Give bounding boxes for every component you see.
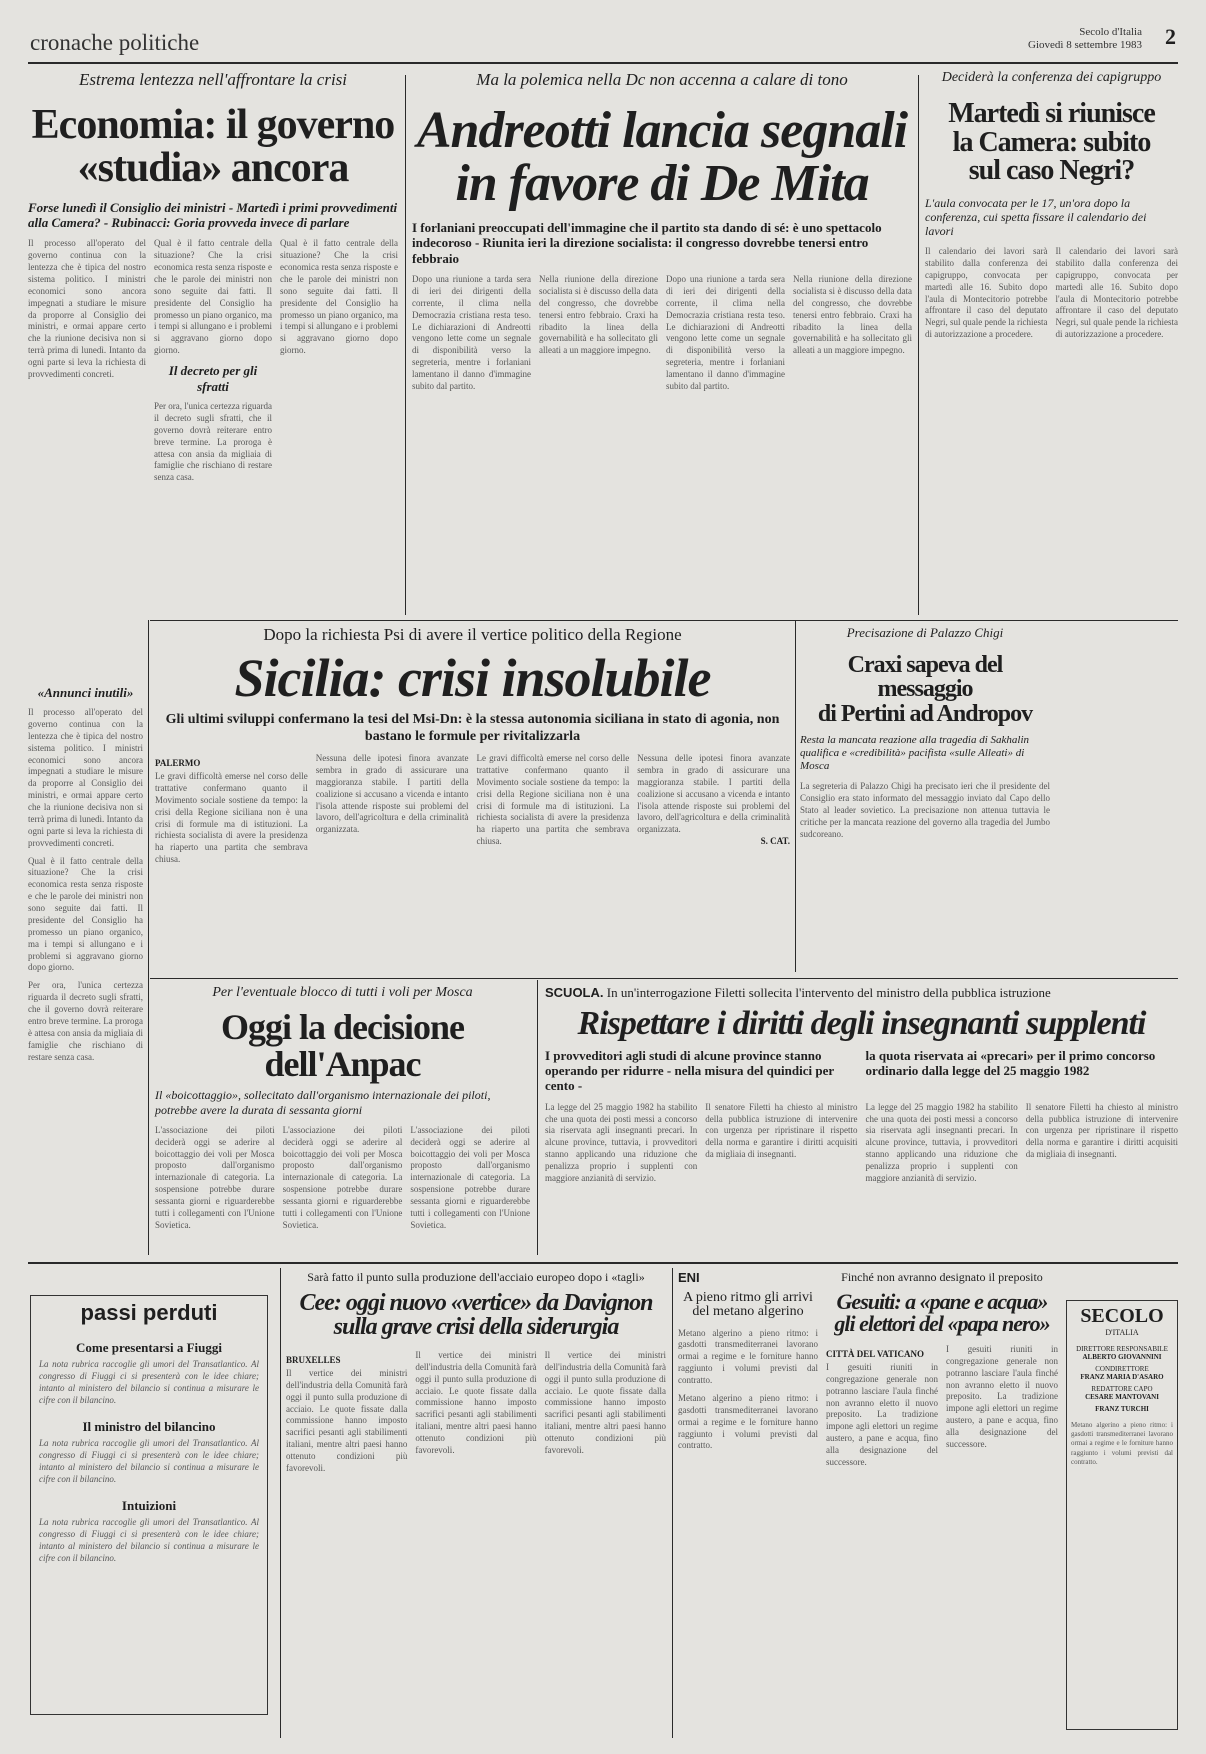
kicker: Ma la polemica nella Dc non accenna a calare di tono xyxy=(476,70,848,89)
body-text: L'associazione dei piloti deciderà oggi se aderire al boicottaggio dei voli per Mosca proposto dall'organismo internazionale di categoria. La sospensione potrebbe durare sessanta giorni e riguarderebbe tutti i collegamenti con l'Unione Sovietica. xyxy=(282,1124,405,1230)
body-text: L'associazione dei piloti deciderà oggi se aderire al boicottaggio dei voli per Mosca proposto dall'organismo internazionale di categoria. La sospensione potrebbe durare sessanta giorni e riguarderebbe tutti i collegamenti con l'Unione Sovietica. xyxy=(410,1124,533,1230)
subheadline: la quota riservata ai «precari» per il primo concorso ordinario dalla legge del 25 maggio 1982 xyxy=(865,1047,1156,1078)
subheadline: I forlaniani preoccupati dell'immagine che il partito sta dando di sé: è uno spettacolo indecoroso - Riunita ieri la direzione socialista: il congresso dovrebbe tenersi entro febbraio xyxy=(412,220,882,266)
article-craxi xyxy=(800,625,1053,970)
headline-line2: gli elettori del «papa nero» xyxy=(834,1311,1050,1337)
paper-name: Secolo d'Italia xyxy=(1079,26,1142,38)
article-sicilia xyxy=(155,625,793,970)
headline-line2: «studia» ancora xyxy=(77,144,349,191)
subheadline: L'aula convocata per le 17, un'ora dopo la conferenza, cui spetta fissare il calendario dei lavori xyxy=(925,195,1147,238)
issue-date: Giovedì 8 settembre 1983 xyxy=(1028,39,1142,52)
item-title: Intuizioni xyxy=(121,1497,177,1513)
section-label: SCUOLA. xyxy=(545,985,604,1000)
article-eni xyxy=(678,1270,821,1740)
body-text: La nota rubrica raccoglie gli umori del Transatlantico. Al congresso di Fiuggi ci si presenterà con le idee chiare; intanto al ministero del bilancio si continua a misurare le cifre con il bilancino. xyxy=(39,1359,262,1405)
colophon-name: FRANZ MARIA D'ASARO xyxy=(1080,1373,1164,1381)
dateline: PALERMO xyxy=(155,758,201,769)
subheadline: Resta la mancata reazione alla tragedia di Sakhalin qualifica e «credibilità» pacifista «sulle Alleati» di Mosca xyxy=(800,734,1030,773)
headline-line1: Martedì si riunisce xyxy=(948,98,1155,129)
kicker: Precisazione di Palazzo Chigi xyxy=(846,625,1004,640)
kicker: Per l'eventuale blocco di tutti i voli per Mosca xyxy=(212,985,473,1000)
column-title: passi perduti xyxy=(80,1300,218,1325)
item-title: Il ministro del bilancino xyxy=(82,1418,216,1434)
kicker: Estrema lentezza nell'affrontare la crisi xyxy=(78,70,348,89)
subheadline: Forse lunedì il Consiglio dei ministri - Martedì i primi provvedimenti alla Camera? - Rubinacci: Goria provveda invece di parlare xyxy=(28,199,398,230)
body-text: Il processo all'operato del governo continua con la lentezza che è tipica del nostro sistema politico. I ministri economici sono ancora impegnati a studiare le misure da proporre al Consiglio dei ministri, e ormai appare certo che la riunione decisiva non si terrà prima di lunedì. Intanto da ogni parte si leva la richiesta di provvedimenti concreti. xyxy=(28,707,146,848)
body-text: Il processo all'operato del governo continua con la lentezza che è tipica del nostro sistema politico. I ministri economici sono ancora impegnati a studiare le misure da proporre al Consiglio dei ministri, e ormai appare certo che la riunione decisiva non si terrà prima di lunedì. Intanto da ogni parte si leva la richiesta di provvedimenti concreti. xyxy=(28,238,149,379)
headline: A pieno ritmo gli arrivi del metano algerino xyxy=(683,1290,813,1320)
body-text: La segreteria di Palazzo Chigi ha precisato ieri che il presidente del Consiglio era stato informato del messaggio inviato dal Capo dello Stato al leader sovietico. La precisazione non attenua tuttavia le critiche per la mancata reazione del governo alla tragedia del Jumbo sudcoreano. xyxy=(800,781,1053,839)
body-text: Il senatore Filetti ha chiesto al ministro della pubblica istruzione di intervenire con urgenza per ripristinare il rispetto della norma e garantire i diritti acquisiti da migliaia di insegnanti. xyxy=(705,1101,860,1160)
kicker: Dopo la richiesta Psi di avere il vertice politico della Regione xyxy=(263,625,682,644)
body-text: I gesuiti riuniti in congregazione generale non potranno lasciare l'aula finché non avranno eletto il nuovo preposito. La tradizione impone agli elettori un regime austero, a pane e acqua, fino alla designazione del successore. xyxy=(826,1361,941,1467)
kicker: Finché non avranno designato il preposito xyxy=(841,1270,1043,1284)
body-text: Il senatore Filetti ha chiesto al ministro della pubblica istruzione di intervenire con urgenza per ripristinare il rispetto della norma e garantire i diritti acquisiti da migliaia di insegnanti. xyxy=(1025,1101,1181,1160)
body-text: La legge del 25 maggio 1982 ha stabilito che una quota dei posti messi a concorso sia riservata agli insegnanti precari. In alcune province, tuttavia, i provveditori stanno applicando una riduzione che penalizza proprio i supplenti con maggiore anzianità di servizio. xyxy=(865,1101,1020,1183)
headline-line2: di Pertini ad Andropov xyxy=(817,700,1033,727)
colophon-box xyxy=(1066,1300,1178,1730)
dateline: CITTÀ DEL VATICANO xyxy=(826,1348,925,1359)
colophon-name: FRANZ TURCHI xyxy=(1095,1405,1149,1413)
headline-line2: in favore di De Mita xyxy=(455,155,869,213)
body-text: Il calendario dei lavori sarà stabilito dalla conferenza dei capigruppo, convocata per martedì alle 16. Subito dopo l'aula di Montecitorio potrebbe affrontare il caso del deputato Negri, sul quale pende la richiesta di autorizzazione a procedere. xyxy=(1055,246,1181,340)
body-text: I gesuiti riuniti in congregazione generale non potranno lasciare l'aula finché non avranno eletto il nuovo preposito. La tradizione impone agli elettori un regime austero, a pane e acqua, fino alla designazione del successore. xyxy=(946,1343,1061,1449)
body-text: La legge del 25 maggio 1982 ha stabilito che una quota dei posti messi a concorso sia riservata agli insegnanti precari. In alcune province, tuttavia, i provveditori stanno applicando una riduzione che penalizza proprio i supplenti con maggiore anzianità di servizio. xyxy=(545,1101,700,1183)
body-text: La nota rubrica raccoglie gli umori del Transatlantico. Al congresso di Fiuggi ci si presenterà con le idee chiare; intanto al ministero del bilancio si continua a misurare le cifre con il bilancino. xyxy=(39,1516,262,1563)
body-text: Qual è il fatto centrale della situazione? Che la crisi economica resta senza risposte e che le parole dei ministri non sono seguite dai fatti. Il presidente del Consiglio ha promesso un piano organico, ma i tempi si allungano e i problemi si aggravano giorno dopo giorno. xyxy=(154,238,275,356)
body-text: Le gravi difficoltà emerse nel corso delle trattative confermano quanto il Movimento sociale sostiene da tempo: la crisi della Regione siciliana non è una crisi di formule ma di istituzioni. La richiesta socialista di avere la presidenza ha riaperto una partita che sembrava chiusa. xyxy=(155,771,310,865)
body-text: Per ora, l'unica certezza riguarda il decreto sugli sfratti, che il governo dovrà reiterare entro breve termine. La proroga è attesa con ansia da migliaia di famiglie che rischiano di restare senza casa. xyxy=(154,401,275,483)
article-cee xyxy=(286,1270,669,1740)
subheadline: Il «boicottaggio», sollecitato dall'organismo internazionale dei piloti, potrebbe avere la durata di sessanta giorni xyxy=(155,1088,491,1117)
date-info xyxy=(1028,26,1142,52)
section-label: ENI xyxy=(678,1270,700,1285)
colophon-role: DIRETTORE RESPONSABILE xyxy=(1076,1345,1168,1353)
body-text: Nessuna delle ipotesi finora avanzate sembra in grado di assicurare una maggioranza stabile. I partiti della coalizione si accusano a vicenda e intanto l'isola attende risposte sui problemi del lavoro, dell'agricoltura e della criminalità organizzata. xyxy=(637,753,793,835)
body-text: Il vertice dei ministri dell'industria della Comunità farà oggi il punto sulla produzione di acciaio. Le quote fissate dalla commissione hanno imposto sacrifici pesanti agli stabilimenti italiani, mentre altri paesi hanno ottenuto condizioni più favorevoli. xyxy=(544,1349,669,1455)
body-text: Qual è il fatto centrale della situazione? Che la crisi economica resta senza risposte e che le parole dei ministri non sono seguite dai fatti. Il presidente del Consiglio ha promesso un piano organico, ma i tempi si allungano e i problemi si aggravano giorno dopo giorno. xyxy=(280,238,401,356)
article-gesuiti xyxy=(826,1270,1061,1740)
article-anpac xyxy=(155,985,533,1255)
body-text: Il calendario dei lavori sarà stabilito dalla conferenza dei capigruppo, convocata per martedì alle 16. Subito dopo l'aula di Montecitorio potrebbe affrontare il caso del deputato Negri, sul quale pende la richiesta di autorizzazione a procedere. xyxy=(925,246,1050,340)
headline: Rispettare i diritti degli insegnanti supplenti xyxy=(577,1005,1146,1042)
colophon-subtitle: D'ITALIA xyxy=(1105,1328,1139,1337)
crosshead: Il decreto per gli sfratti xyxy=(168,363,258,395)
body-text: L'associazione dei piloti deciderà oggi se aderire al boicottaggio dei voli per Mosca proposto dall'organismo internazionale di categoria. La sospensione potrebbe durare sessanta giorni e riguarderebbe tutti i collegamenti con l'Unione Sovietica. xyxy=(155,1124,277,1230)
colophon-title: SECOLO xyxy=(1080,1305,1164,1327)
body-text: Dopo una riunione a tarda sera di ieri dei dirigenti della corrente, il clima nella Democrazia cristiana resta teso. Le dichiarazioni di Andreotti vengono lette come un segnale di disponibilità verso la segreteria, mentre i forlaniani lamentano il danno d'immagine subito dal partito. xyxy=(666,274,788,391)
kicker: Sarà fatto il punto sulla produzione dell'acciaio europeo dopo i «tagli» xyxy=(307,1270,645,1284)
body-text: Le gravi difficoltà emerse nel corso delle trattative confermano quanto il Movimento sociale sostiene da tempo: la crisi della Regione siciliana non è una crisi di formule ma di istituzioni. La richiesta socialista di avere la presidenza ha riaperto una partita che sembrava chiusa. xyxy=(476,753,632,847)
body-text: Per ora, l'unica certezza riguarda il decreto sugli sfratti, che il governo dovrà reiterare entro breve termine. La proroga è attesa con ansia da migliaia di famiglie che rischiano di restare senza casa. xyxy=(28,980,146,1062)
colophon-text: Metano algerino a pieno ritmo: i gasdotti transmediterranei lavorano ormai a regime e le forniture hanno raggiunto i volumi previsti dal contratto. xyxy=(1071,1421,1175,1466)
colophon-name: ALBERTO GIOVANNINI xyxy=(1082,1353,1162,1361)
headline-line2: sulla grave crisi della siderurgia xyxy=(333,1314,619,1341)
headline-line1: Craxi sapeva del messaggio xyxy=(847,652,1003,703)
article-andreotti xyxy=(412,70,915,615)
headline: Oggi la decisione dell'Anpac xyxy=(221,1007,464,1084)
headline: Sicilia: crisi insolubile xyxy=(234,648,711,708)
headline-line1: Gesuiti: a «pane e acqua» xyxy=(836,1289,1048,1314)
body-text: Il vertice dei ministri dell'industria della Comunità farà oggi il punto sulla produzione di acciaio. Le quote fissate dalla commissione hanno imposto sacrifici pesanti agli stabilimenti italiani, mentre altri paesi hanno ottenuto condizioni più favorevoli. xyxy=(286,1367,410,1473)
body-text: Metano algerino a pieno ritmo: i gasdotti transmediterranei lavorano ormai a regime e le forniture hanno raggiunto i volumi previsti dal contratto. xyxy=(678,1392,821,1451)
headline-line1: Andreotti lancia segnali xyxy=(416,102,908,159)
sidebar-continuation xyxy=(28,685,146,1255)
page-number: 2 xyxy=(1165,24,1176,49)
article-scuola xyxy=(545,985,1181,1255)
headline-line2: la Camera: subito xyxy=(952,126,1151,158)
colophon-role: REDATTORE CAPO xyxy=(1091,1385,1153,1393)
colophon-name: CESARE MANTOVANI xyxy=(1085,1393,1159,1401)
kicker: In un'interrogazione Filetti sollecita l'intervento del ministro della pubblica istruzione xyxy=(606,985,1051,1000)
body-text: Nella riunione della direzione socialista si è discusso della data del congresso, che dovrebbe tenersi entro febbraio. Craxi ha ribadito la linea della governabilità e ha sollecitato gli alleati a un maggiore impegno. xyxy=(539,274,661,356)
section-title: cronache politiche xyxy=(30,30,200,55)
passi-perduti-box xyxy=(30,1295,268,1715)
item-title: Come presentarsi a Fiuggi xyxy=(76,1340,222,1355)
body-text: Metano algerino a pieno ritmo: i gasdotti transmediterranei lavorano ormai a regime e le forniture hanno raggiunto i volumi previsti dal contratto. xyxy=(678,1327,821,1386)
body-text: Il vertice dei ministri dell'industria della Comunità farà oggi il punto sulla produzione di acciaio. Le quote fissate dalla commissione hanno imposto sacrifici pesanti agli stabilimenti italiani, mentre altri paesi hanno ottenuto condizioni più favorevoli. xyxy=(415,1349,539,1455)
colophon-role: CONDIRETTORE xyxy=(1095,1365,1149,1373)
body-text: La nota rubrica raccoglie gli umori del Transatlantico. Al congresso di Fiuggi ci si presenterà con le idee chiare; intanto al ministero del bilancio si continua a misurare le cifre con il bilancino. xyxy=(39,1438,262,1484)
body-text: Nessuna delle ipotesi finora avanzate sembra in grado di assicurare una maggioranza stabile. I partiti della coalizione si accusano a vicenda e intanto l'isola attende risposte sui problemi del lavoro, dell'agricoltura e della criminalità organizzata. xyxy=(315,753,471,835)
body-text: Nella riunione della direzione socialista si è discusso della data del congresso, che dovrebbe tenersi entro febbraio. Craxi ha ribadito la linea della governabilità e ha sollecitato gli alleati a un maggiore impegno. xyxy=(793,274,915,356)
headline-line1: Economia: il governo xyxy=(31,102,395,148)
dateline: BRUXELLES xyxy=(286,1354,341,1365)
body-text: Qual è il fatto centrale della situazione? Che la crisi economica resta senza risposte e che le parole dei ministri non sono seguite dai fatti. Il presidente del Consiglio ha promesso un piano organico, ma i tempi si allungano e i problemi si aggravano giorno dopo giorno. xyxy=(28,855,146,973)
kicker: Deciderà la conferenza dei capigruppo xyxy=(941,70,1162,85)
crosshead: «Annunci inutili» xyxy=(37,685,134,700)
signature: S. CAT. xyxy=(760,836,790,847)
headline-line3: sul caso Negri? xyxy=(968,155,1135,187)
headline-line1: Cee: oggi nuovo «vertice» da Davignon xyxy=(299,1290,653,1316)
body-text: Dopo una riunione a tarda sera di ieri dei dirigenti della corrente, il clima nella Democrazia cristiana resta teso. Le dichiarazioni di Andreotti vengono lette come un segnale di disponibilità verso la segreteria, mentre i forlaniani lamentano il danno d'immagine subito dal partito. xyxy=(412,274,534,391)
subheadline: I provveditori agli studi di alcune province stanno operando per ridurre - nella misura del quindici per cento - xyxy=(545,1047,834,1094)
subheadline: Gli ultimi sviluppi confermano la tesi del Msi-Dn: è la stessa autonomia siciliana in stato di agonia, non bastano le formule per rivitalizzarla xyxy=(165,712,780,744)
